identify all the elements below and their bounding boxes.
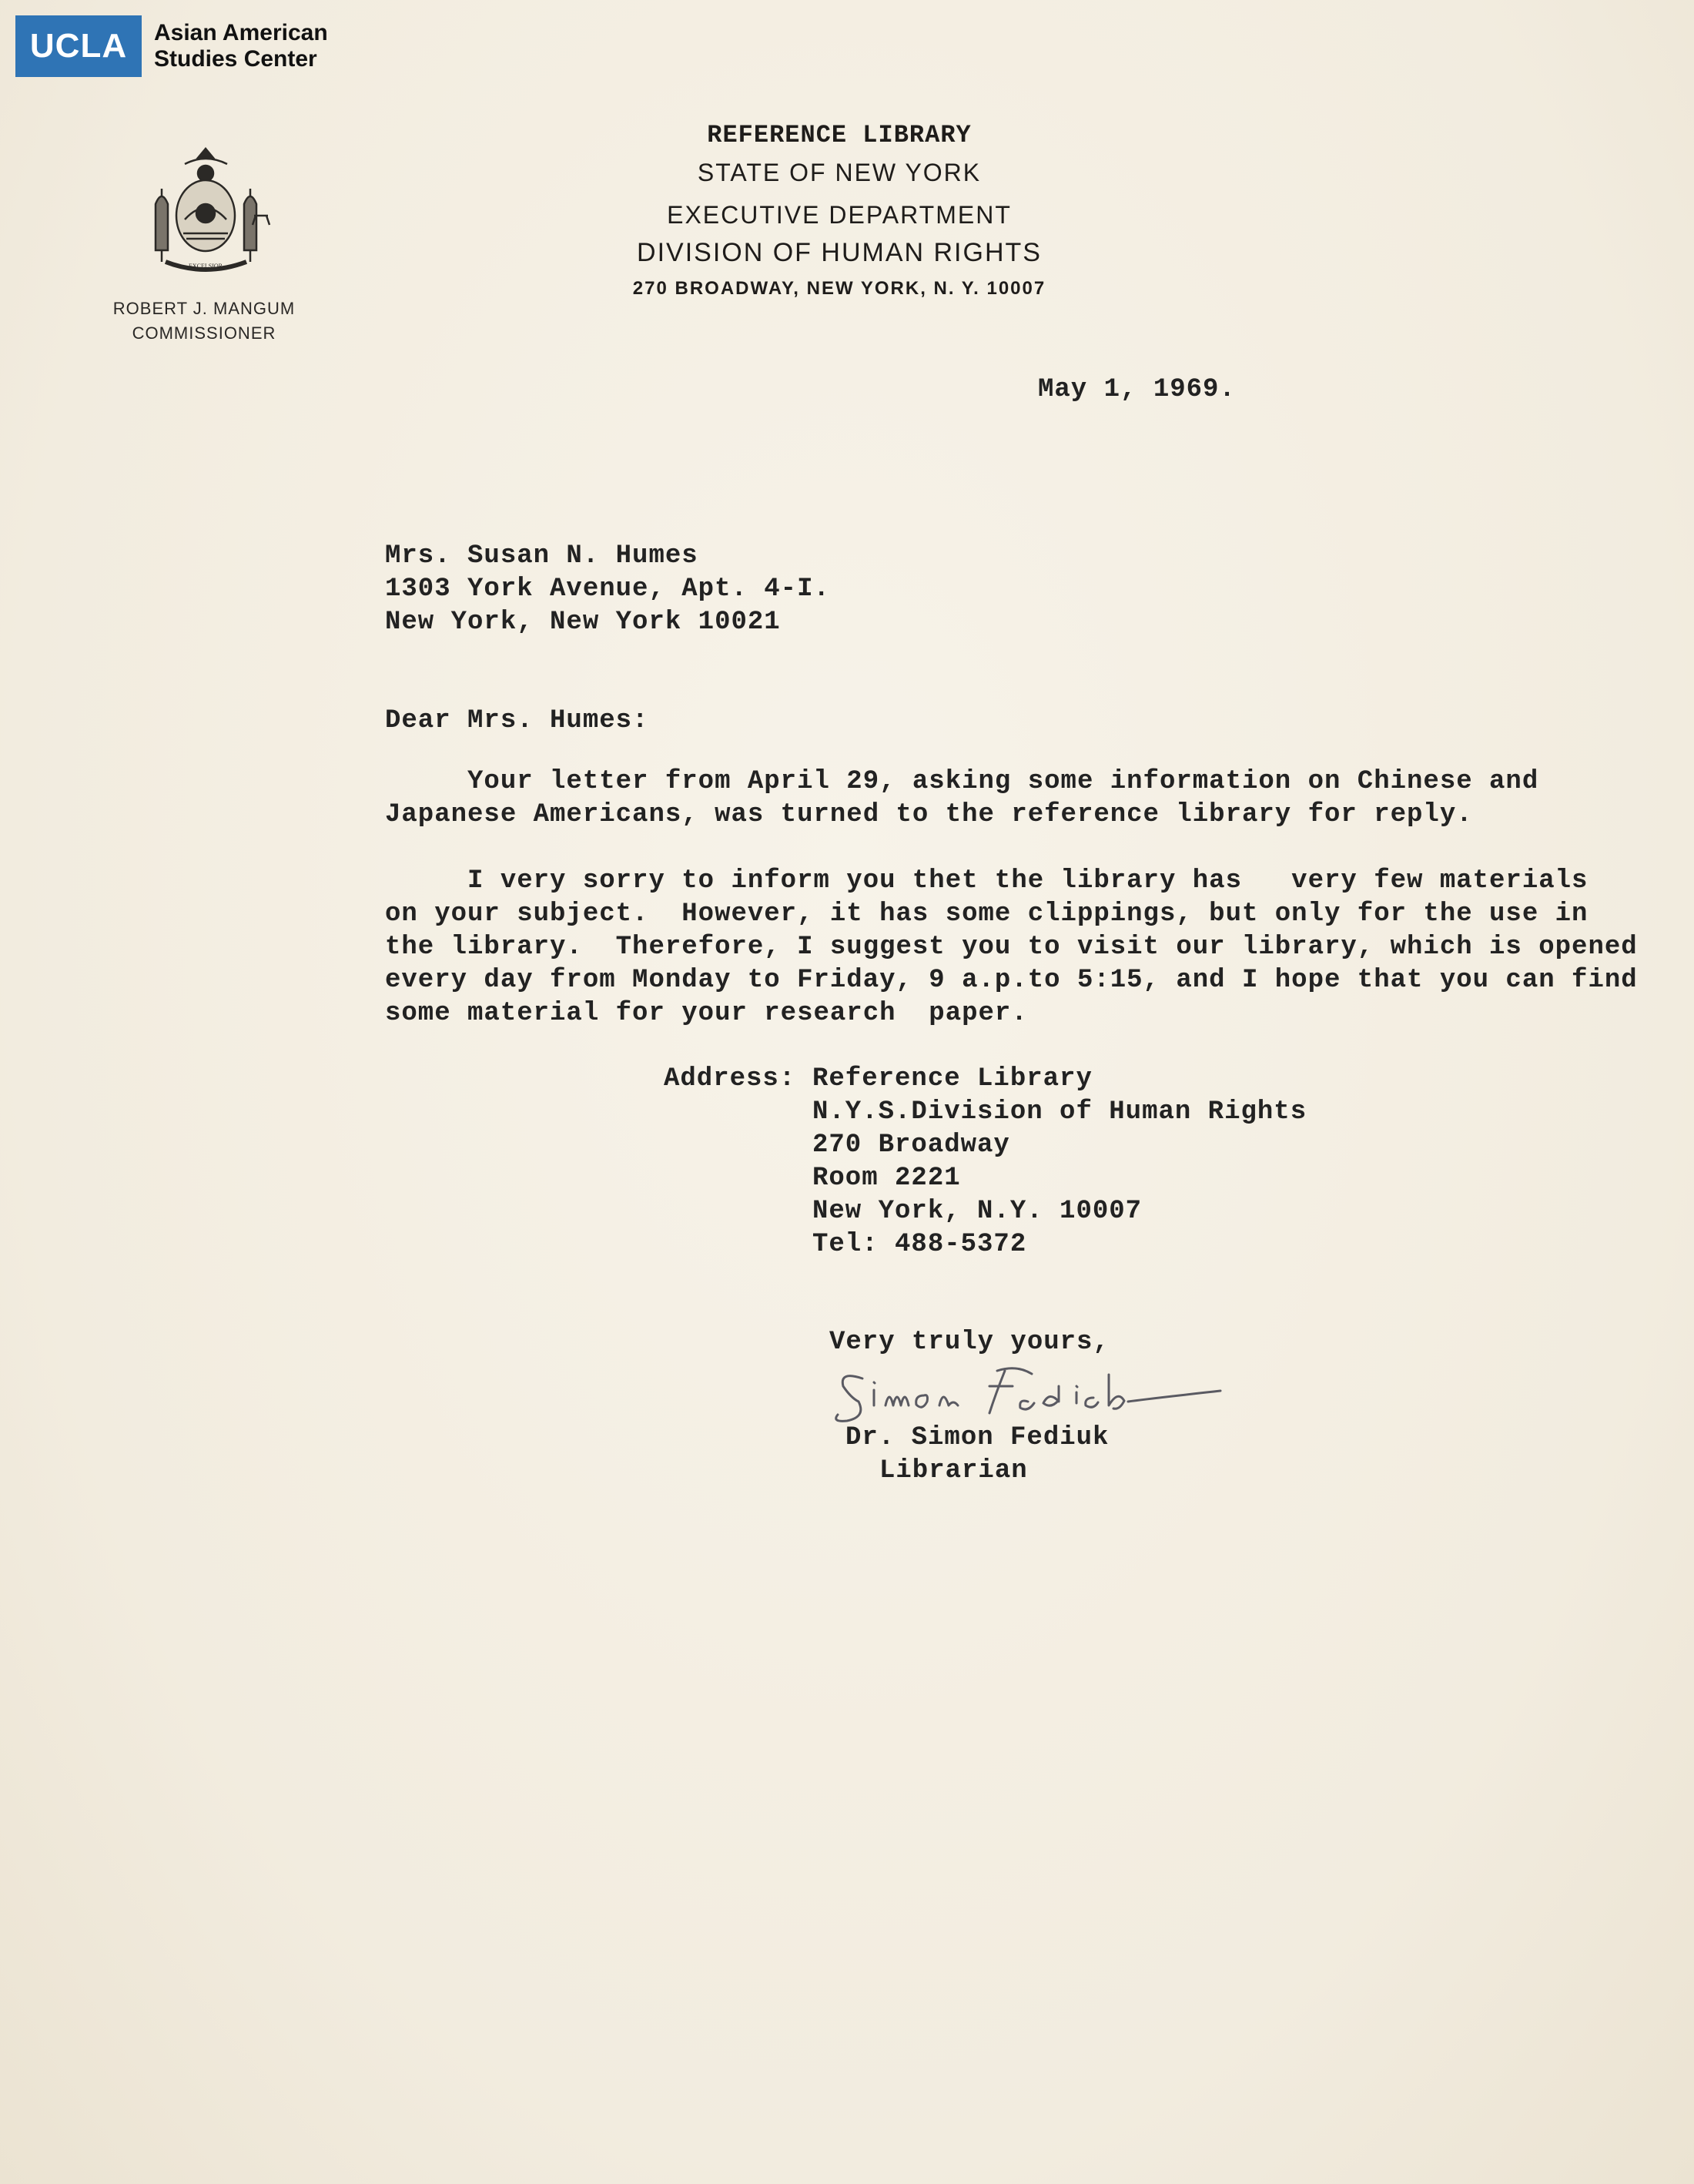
commissioner-title: COMMISSIONER bbox=[132, 323, 276, 343]
paragraph2-line4: every day from Monday to Friday, 9 a.p.to 5:15, and I hope that you can find bbox=[385, 966, 1638, 995]
address-line5: New York, N.Y. 10007 bbox=[812, 1197, 1143, 1226]
closing: Very truly yours, bbox=[829, 1328, 1110, 1357]
paragraph2-line2: on your subject. However, it has some clippings, but only for the use in bbox=[385, 899, 1589, 929]
address-line4: Room 2221 bbox=[812, 1164, 961, 1193]
letterhead-line1: REFERENCE LIBRARY bbox=[707, 121, 972, 149]
letter-date: May 1, 1969. bbox=[1038, 375, 1236, 404]
archive-badge bbox=[15, 14, 328, 79]
paragraph1-line1: Your letter from April 29, asking some information on Chinese and bbox=[385, 767, 1539, 796]
commissioner-name: ROBERT J. MANGUM bbox=[112, 299, 296, 318]
handwritten-signature bbox=[832, 1355, 1278, 1425]
address-line6: Tel: 488-5372 bbox=[812, 1230, 1027, 1259]
recipient-line1: Mrs. Susan N. Humes bbox=[385, 541, 698, 571]
signer-title: Librarian bbox=[879, 1456, 1028, 1486]
signer-name: Dr. Simon Fediuk bbox=[845, 1423, 1110, 1452]
letterhead-line4: DIVISION OF HUMAN RIGHTS bbox=[637, 238, 1042, 267]
recipient-line3: New York, New York 10021 bbox=[385, 608, 781, 637]
seal-motto: EXCELSIOR bbox=[189, 263, 223, 270]
paragraph2-line1: I very sorry to inform you thet the library has very few materials bbox=[385, 866, 1589, 896]
letterhead-line3: EXECUTIVE DEPARTMENT bbox=[667, 201, 1012, 229]
state-seal-icon bbox=[139, 142, 273, 277]
letterhead-address: 270 BROADWAY, NEW YORK, N. Y. 10007 bbox=[632, 278, 1046, 299]
paragraph2-line5: some material for your research paper. bbox=[385, 999, 1028, 1028]
ucla-logo: UCLA bbox=[15, 15, 142, 77]
center-name-line2: Studies Center bbox=[154, 46, 317, 72]
recipient-line2: 1303 York Avenue, Apt. 4-I. bbox=[385, 574, 830, 604]
address-line1: Reference Library bbox=[812, 1064, 1093, 1094]
address-label: Address: bbox=[664, 1064, 796, 1094]
address-line2: N.Y.S.Division of Human Rights bbox=[812, 1097, 1307, 1127]
letterhead-line2: STATE OF NEW YORK bbox=[697, 159, 982, 186]
paragraph1-line2: Japanese Americans, was turned to the reference library for reply. bbox=[385, 800, 1473, 829]
center-name-line1: Asian American bbox=[154, 20, 328, 45]
salutation: Dear Mrs. Humes: bbox=[385, 706, 649, 735]
address-line3: 270 Broadway bbox=[812, 1131, 1010, 1160]
center-name bbox=[154, 20, 328, 72]
paragraph2-line3: the library. Therefore, I suggest you to visit our library, which is opened bbox=[385, 933, 1638, 962]
